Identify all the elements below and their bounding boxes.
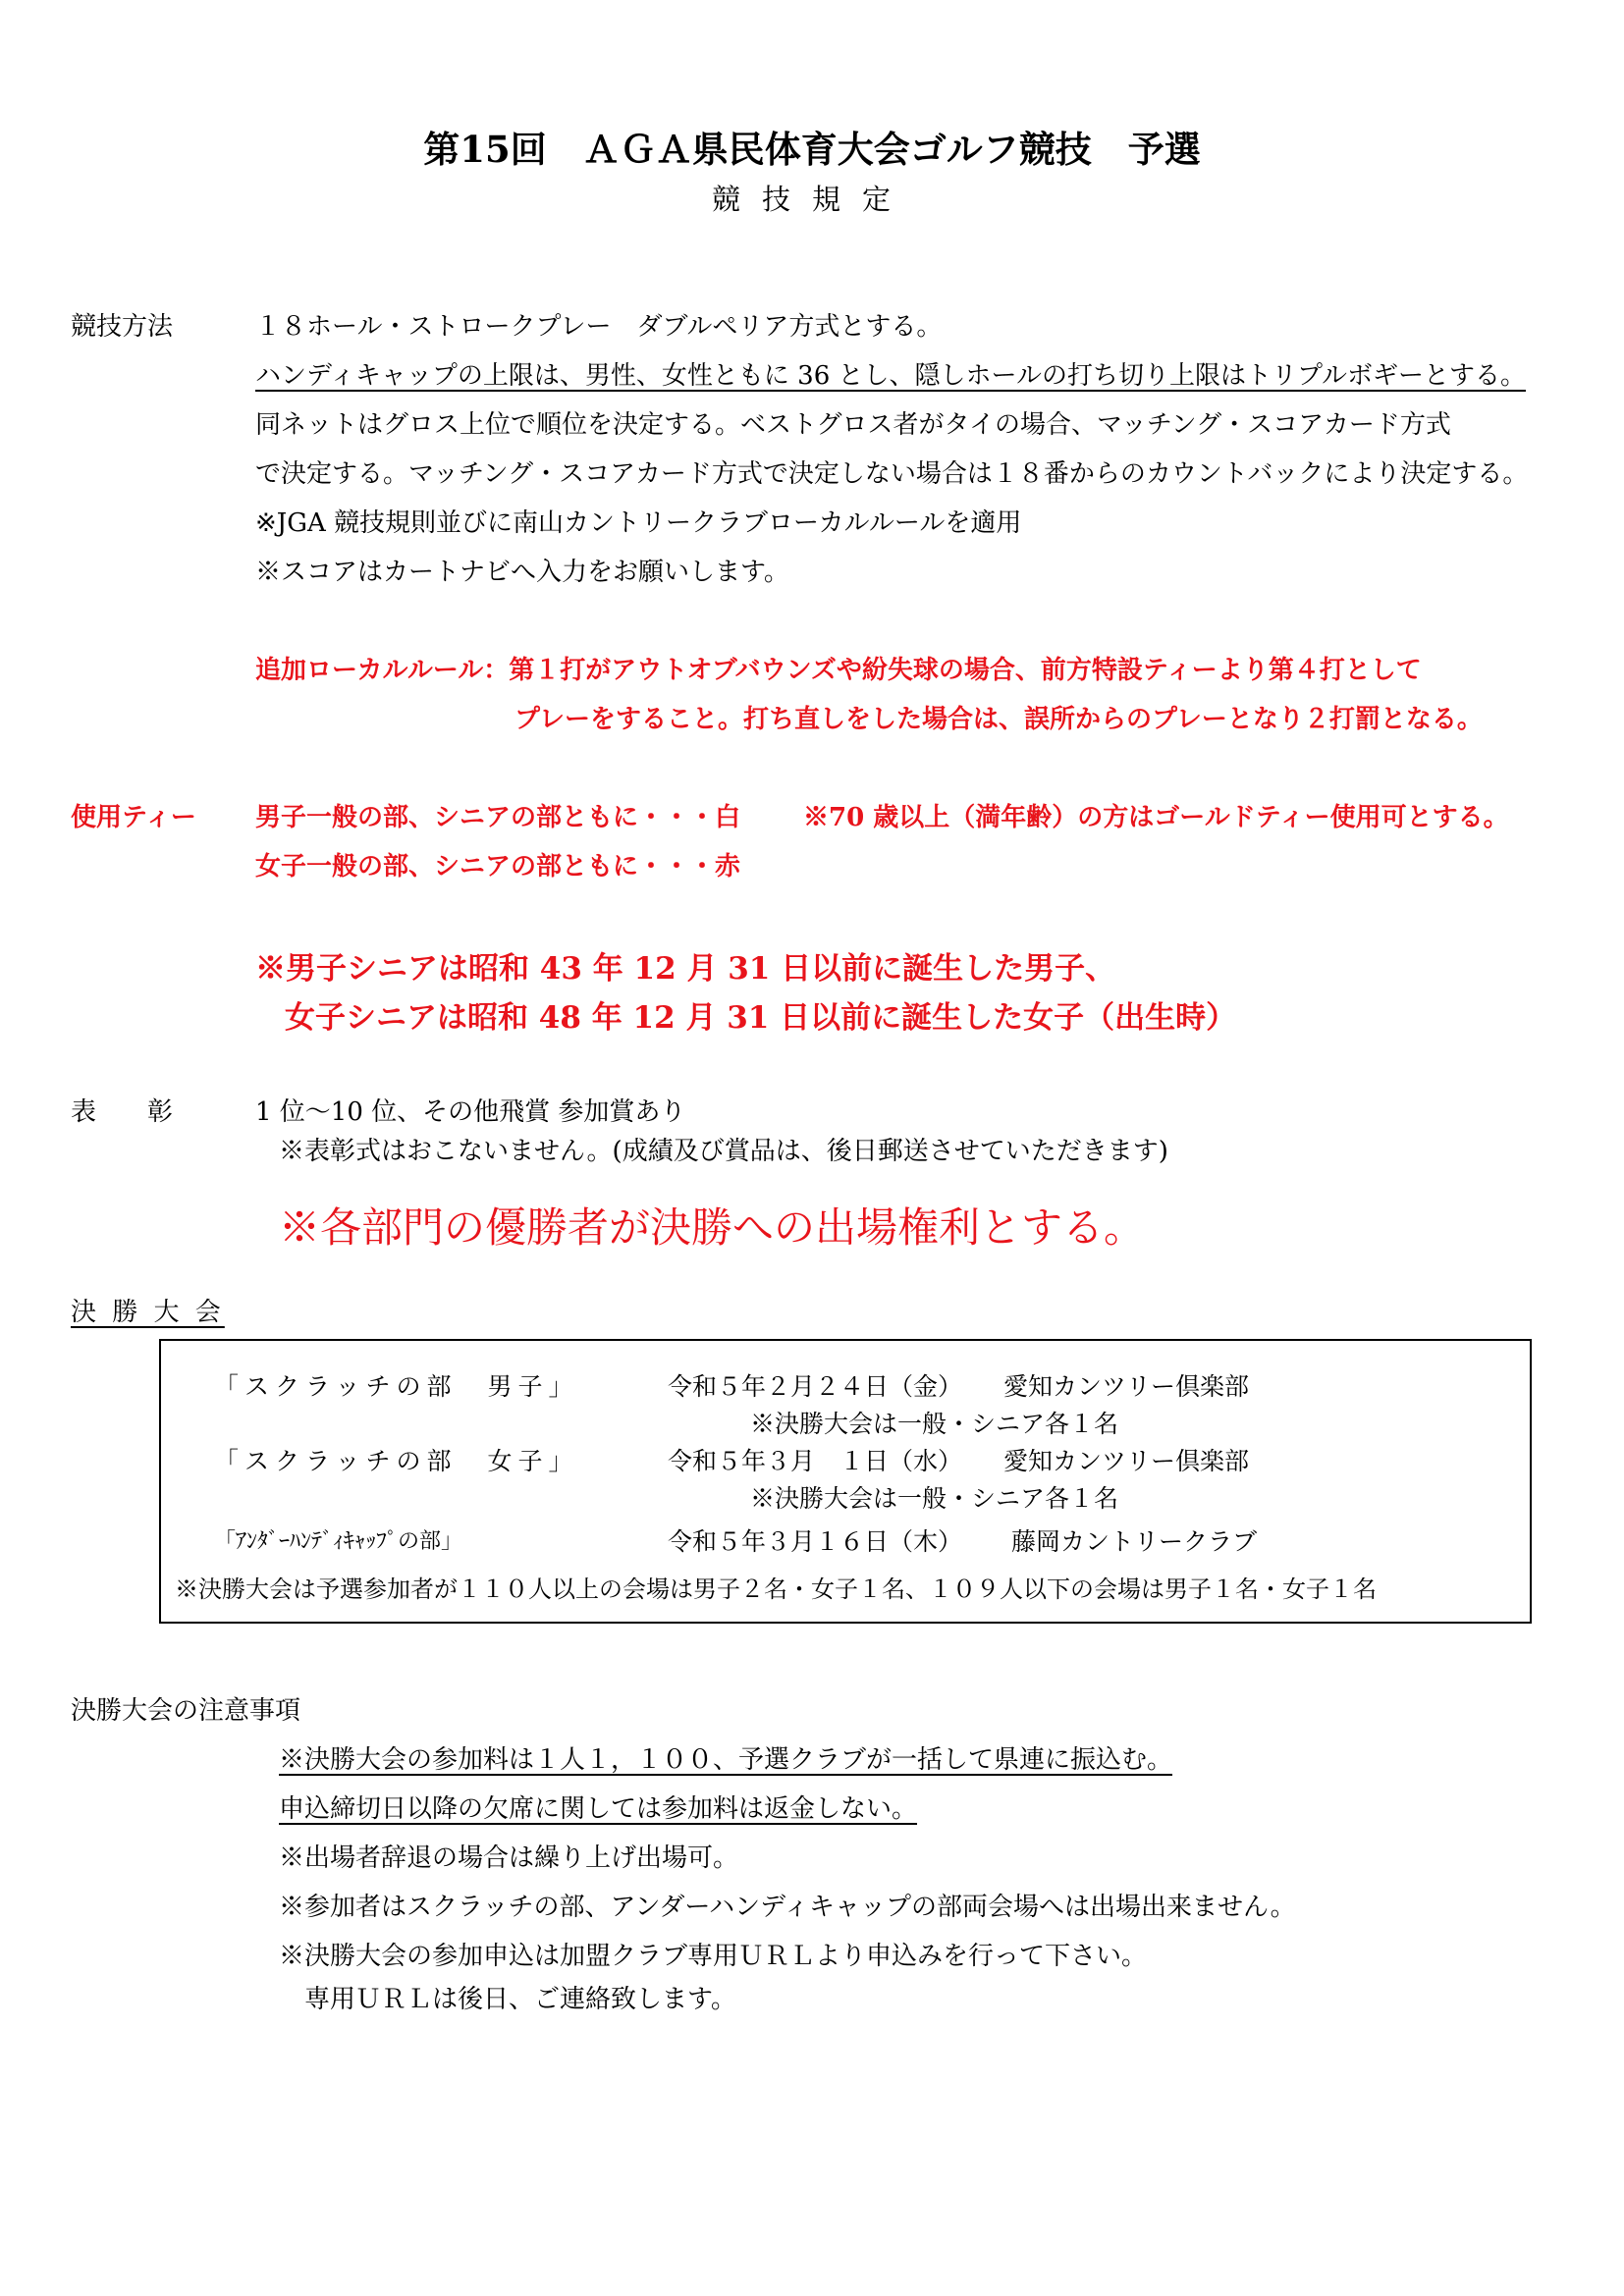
final-footer-note: ※決勝大会は予選参加者が１１０人以上の会場は男子２名・女子１名、１０９人以下の会場は男子１名・女子１名 [175, 1575, 1377, 1603]
notes-line: 専用ＵＲＬは後日、ご連絡致します。 [304, 1985, 736, 2014]
final-date: 令和５年２月２４日（金） [668, 1372, 963, 1401]
award-note: ※表彰式はおこないません。(成績及び賞品は、後日郵送させていただきます) [279, 1137, 1168, 1166]
local-rule-line: プレーをすること。打ち直しをした場合は、誤所からのプレーとなり２打罰となる。 [514, 705, 1483, 734]
final-note: ※決勝大会は一般・シニア各１名 [750, 1484, 1119, 1513]
award-label: 表 彰 [71, 1097, 174, 1127]
local-rule-line: 追加ローカルルール：第１打がアウトオブバウンズや紛失球の場合、前方特設ティーより第４打として [255, 656, 1422, 685]
notes-line-fee: ※決勝大会の参加料は１人１，１００、予選クラブが一括して県連に振込む。 [279, 1745, 1173, 1775]
method-line: ※JGA 競技規則並びに南山カントリークラブローカルルールを適用 [255, 508, 1022, 538]
final-division: 「スクラッチの部 男子」 [214, 1372, 579, 1401]
final-venue: 藤岡カントリークラブ [1011, 1527, 1258, 1556]
notes-line: ※出場者辞退の場合は繰り上げ出場可。 [279, 1843, 739, 1873]
final-date: 令和５年３月 １日（水） [668, 1447, 963, 1475]
page-subtitle: 競技規定 [711, 183, 912, 216]
tee-women-line: 女子一般の部、シニアの部ともに・・・赤 [255, 852, 741, 881]
gold-tee-note: ※70 歳以上（満年齢）の方はゴールドティー使用可とする。 [803, 803, 1509, 832]
method-line: ※スコアはカートナビへ入力をお願いします。 [255, 558, 789, 587]
final-division: 「スクラッチの部 女子」 [214, 1447, 579, 1475]
method-label: 競技方法 [71, 312, 174, 342]
senior-note: 女子シニアは昭和 48 年 12 月 31 日以前に誕生した女子（出生時） [285, 1000, 1237, 1036]
method-line: で決定する。マッチング・スコアカード方式で決定しない場合は１８番からのカウントバックにより決定する。 [255, 459, 1529, 489]
final-venue: 愛知カンツリー倶楽部 [1003, 1372, 1250, 1401]
final-date: 令和５年３月１６日（木） [668, 1527, 963, 1556]
method-line: 同ネットはグロス上位で順位を決定する。ベストグロス者がタイの場合、マッチング・スコアカード方式 [255, 410, 1451, 440]
final-division: 「ｱﾝﾀﾞｰﾊﾝﾃﾞｨｷｬｯﾌﾟの部」 [214, 1529, 463, 1554]
tee-label: 使用ティー [71, 803, 196, 832]
award-line: 1 位～10 位、その他飛賞 参加賞あり [255, 1097, 686, 1127]
tee-men-line: 男子一般の部、シニアの部ともに・・・白 [255, 803, 741, 832]
final-note: ※決勝大会は一般・シニア各１名 [750, 1410, 1119, 1438]
final-venue: 愛知カンツリー倶楽部 [1003, 1447, 1250, 1475]
method-line: １８ホール・ストロークプレー ダブルペリア方式とする。 [255, 312, 943, 342]
method-line-handicap: ハンディキャップの上限は、男性、女性ともに 36 とし、隠しホールの打ち切り上限はトリプルボギーとする。 [255, 361, 1526, 391]
notes-line: ※参加者はスクラッチの部、アンダーハンディキャップの部両会場へは出場出来ません。 [279, 1893, 1296, 1922]
champion-note: ※各部門の優勝者が決勝への出場権利とする。 [279, 1203, 1146, 1252]
senior-note: ※男子シニアは昭和 43 年 12 月 31 日以前に誕生した男子、 [255, 951, 1116, 987]
notes-line: ※決勝大会の参加申込は加盟クラブ専用ＵＲＬより申込みを行って下さい。 [279, 1942, 1148, 1971]
notes-line-refund: 申込締切日以降の欠席に関しては参加料は返金しない。 [279, 1794, 918, 1824]
notes-label: 決勝大会の注意事項 [71, 1696, 301, 1726]
final-label: 決 勝 大 会 [71, 1298, 225, 1327]
page-title: 第15回 ＡＧＡ県民体育大会ゴルフ競技 予選 [423, 128, 1201, 171]
